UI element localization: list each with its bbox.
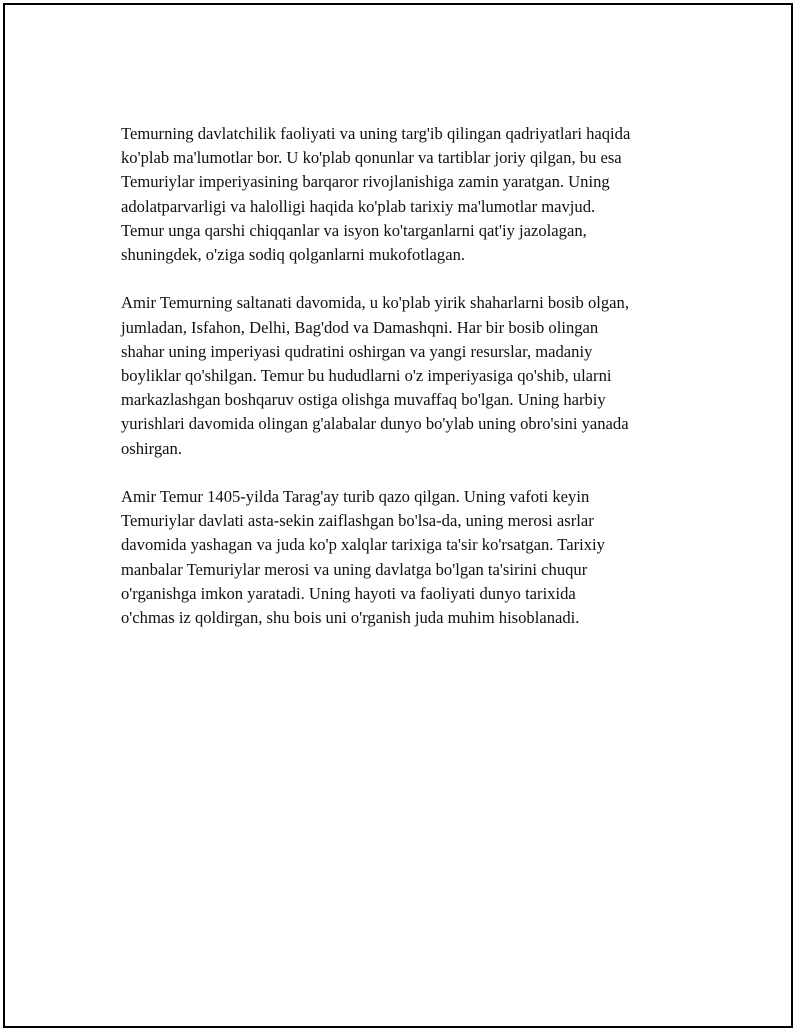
text-line: shuningdek, o'ziga sodiq qolganlarni mukofotlagan.	[121, 245, 466, 265]
text-line: shahar uning imperiyasi qudratini oshirgan va yangi resurslar, madaniy	[121, 341, 593, 361]
text-line: Temuriylar imperiyasining barqaror rivojlanishiga zamin yaratgan. Uning	[121, 172, 610, 192]
text-line: davomida yashagan va juda ko'p xalqlar tarixiga ta'sir ko'rsatgan. Tarixiy	[121, 535, 605, 555]
paragraph-2	[121, 291, 701, 460]
text-line: Temur unga qarshi chiqqanlar va isyon ko'targanlarni qat'iy jazolagan,	[121, 220, 587, 240]
text-line: boyliklar qo'shilgan. Temur bu hududlarni o'z imperiyasiga qo'shib, ularni	[121, 366, 612, 386]
text-line: Temuriylar davlati asta-sekin zaiflashgan bo'lsa-da, uning merosi asrlar	[121, 511, 594, 531]
text-line: markazlashgan boshqaruv ostiga olishga muvaffaq bo'lgan. Uning harbiy	[121, 390, 606, 410]
text-line: adolatparvarligi va halolligi haqida ko'plab tarixiy ma'lumotlar mavjud.	[121, 196, 596, 216]
paragraph-3	[121, 485, 701, 630]
text-line: Temurning davlatchilik faoliyati va uning targ'ib qilingan qadriyatlari haqida	[121, 124, 631, 143]
text-line: manbalar Temuriylar merosi va uning davlatga bo'lgan ta'sirini chuqur	[121, 559, 588, 579]
text-line: Amir Temur 1405-yilda Tarag'ay turib qazo qilgan. Uning vafoti keyin	[121, 487, 590, 507]
text-line: oshirgan.	[121, 438, 182, 458]
text-line: Amir Temurning saltanati davomida, u ko'plab yirik shaharlarni bosib olgan,	[121, 293, 629, 313]
document-body	[121, 122, 701, 654]
text-line: jumladan, Isfahon, Delhi, Bag'dod va Damashqni. Har bir bosib olingan	[121, 317, 599, 337]
document-page	[3, 3, 793, 1028]
text-line: yurishlari davomida olingan g'alabalar dunyo bo'ylab uning obro'sini yanada	[121, 414, 629, 434]
text-line: ko'plab ma'lumotlar bor. U ko'plab qonunlar va tartiblar joriy qilgan, bu esa	[121, 148, 622, 168]
text-line: o'chmas iz qoldirgan, shu bois uni o'rganish juda muhim hisoblanadi.	[121, 608, 580, 628]
paragraph-1	[121, 122, 701, 267]
text-line: o'rganishga imkon yaratadi. Uning hayoti va faoliyati dunyo tarixida	[121, 583, 576, 603]
